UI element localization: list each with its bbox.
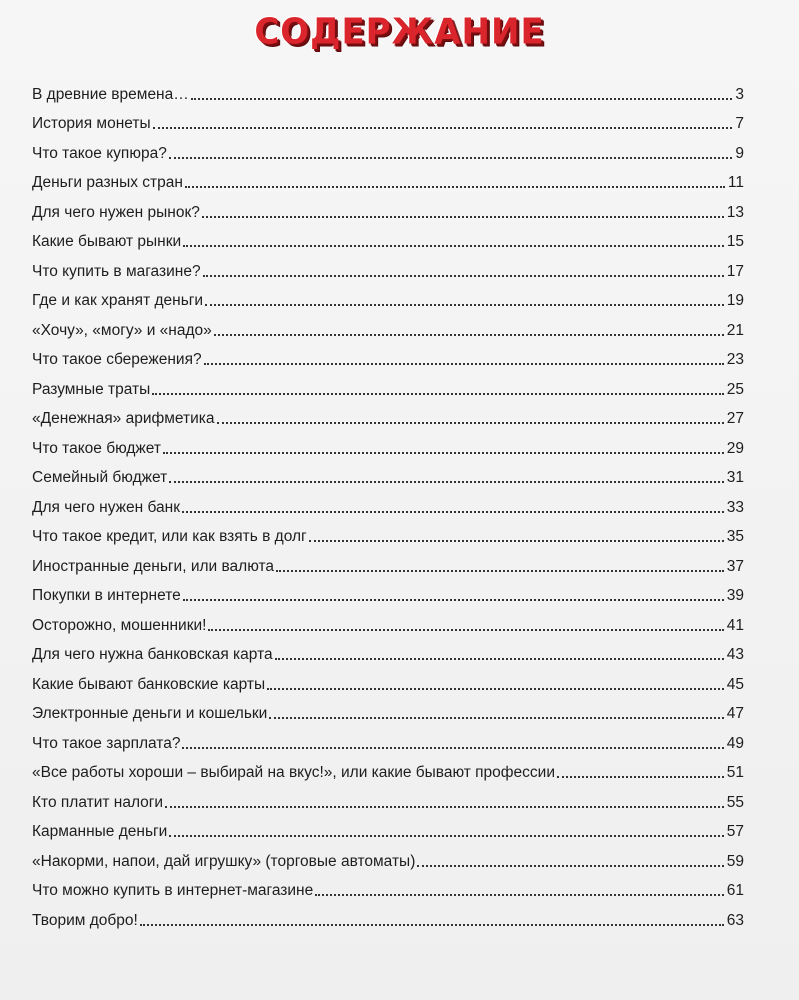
toc-entry[interactable] [32,517,744,547]
toc-entry-title: «Денежная» арифметика [32,410,215,427]
toc-entry-title: «Все работы хороши – выбирай на вкус!», или какие бывают профессии [32,764,555,781]
dot-leader [203,275,724,277]
toc-entry-page-number: 19 [726,292,744,309]
toc-entry[interactable] [32,841,744,871]
toc-entry-page-number: 49 [726,734,744,752]
toc-entry-title: Где и как хранят деньги [32,292,204,309]
dot-leader [191,98,733,100]
toc-entry[interactable] [32,222,744,252]
toc-entry[interactable] [32,192,744,222]
toc-entry[interactable] [32,310,744,340]
toc-entry-page-number: 13 [726,203,744,221]
toc-entry-page-number: 57 [726,823,744,840]
toc-entry[interactable] [32,133,744,163]
toc-entry-title: Для чего нужен банк [32,498,180,516]
toc-entry-title: Какие бывают банковские карты [32,675,266,693]
toc-entry-page-number: 3 [735,85,744,103]
table-of-contents [32,74,744,930]
dot-leader [276,570,724,572]
toc-entry-title: Творим добро! [32,911,138,929]
dot-leader [204,363,724,365]
dot-leader [183,599,724,601]
toc-entry-page-number: 43 [726,646,744,663]
toc-entry[interactable] [32,340,744,370]
toc-entry[interactable] [32,104,744,134]
toc-entry-title: Что купить в магазине? [32,262,201,280]
toc-entry[interactable] [32,74,744,104]
dot-leader [417,865,723,867]
dot-leader [183,245,724,247]
toc-entry-page-number: 21 [726,321,744,339]
toc-entry-page-number: 51 [726,764,744,781]
toc-entry-title: Семейный бюджет [32,469,168,486]
toc-entry-page-number: 11 [727,174,744,191]
dot-leader [309,540,724,542]
dot-leader [315,894,724,896]
dot-leader [202,216,724,218]
dot-leader [275,658,724,660]
toc-entry-page-number: 39 [726,587,744,604]
toc-entry-title: Что такое зарплата? [32,734,181,752]
toc-entry-page-number: 27 [726,410,744,427]
toc-entry[interactable] [32,694,744,724]
dot-leader [163,452,724,454]
dot-leader [205,304,724,306]
toc-entry-title: «Накорми, напои, дай игрушку» (торговые автоматы) [32,852,416,870]
toc-entry-page-number: 45 [726,675,744,693]
toc-entry-page-number: 35 [726,528,744,545]
toc-entry-page-number: 31 [726,469,744,486]
toc-entry[interactable] [32,871,744,901]
toc-entry[interactable] [32,635,744,665]
toc-entry-page-number: 29 [726,439,744,457]
toc-entry-page-number: 47 [726,705,744,722]
toc-entry-title: Что такое кредит, или как взять в долг [32,528,307,545]
dot-leader [214,334,724,336]
toc-entry[interactable] [32,576,744,606]
dot-leader [165,806,724,808]
toc-entry-title: Осторожно, мошенники! [32,616,207,634]
toc-entry-title: Разумные траты [32,380,151,398]
dot-leader [208,629,723,631]
dot-leader [169,835,723,837]
toc-entry-title: Деньги разных стран [32,174,183,191]
toc-entry[interactable] [32,487,744,517]
toc-entry[interactable] [32,251,744,281]
toc-entry-page-number: 7 [735,115,744,132]
toc-entry-title: Для чего нужен рынок? [32,203,200,221]
toc-entry-title: «Хочу», «могу» и «надо» [32,321,212,339]
toc-entry-title: Карманные деньги [32,823,168,840]
toc-entry-page-number: 25 [726,380,744,398]
toc-entry[interactable] [32,900,744,930]
toc-entry[interactable] [32,546,744,576]
dot-leader [169,157,733,159]
toc-entry-page-number: 33 [726,498,744,516]
dot-leader [185,186,725,188]
dot-leader [557,776,724,778]
toc-entry[interactable] [32,399,744,429]
dot-leader [140,924,724,926]
toc-entry[interactable] [32,605,744,635]
toc-entry[interactable] [32,369,744,399]
toc-entry-title: Что такое бюджет [32,439,162,457]
toc-entry-page-number: 41 [726,616,744,634]
toc-entry[interactable] [32,664,744,694]
toc-entry[interactable] [32,782,744,812]
dot-leader [169,481,724,483]
toc-entry-title: История монеты [32,115,151,132]
toc-entry-page-number: 37 [726,557,744,575]
toc-entry-title: Что можно купить в интернет-магазине [32,882,314,899]
dot-leader [182,747,723,749]
toc-entry[interactable] [32,812,744,842]
toc-entry[interactable] [32,281,744,311]
toc-entry-title: Покупки в интернете [32,587,181,604]
toc-entry-title: Электронные деньги и кошельки [32,705,268,722]
dot-leader [267,688,724,690]
toc-entry[interactable] [32,458,744,488]
toc-entry-page-number: 59 [726,852,744,870]
dot-leader [217,422,724,424]
toc-entry[interactable] [32,163,744,193]
toc-entry-page-number: 63 [726,911,744,929]
dot-leader [182,511,724,513]
toc-entry-page-number: 9 [735,144,744,162]
dot-leader [269,717,723,719]
toc-entry-page-number: 17 [726,262,744,280]
toc-entry-title: Какие бывают рынки [32,233,182,250]
toc-entry[interactable] [32,753,744,783]
toc-entry-title: Кто платит налоги [32,793,164,811]
dot-leader [152,393,723,395]
toc-entry-page-number: 15 [726,233,744,250]
toc-entry-title: В древние времена… [32,85,189,103]
toc-entry-page-number: 61 [726,882,744,899]
toc-entry[interactable] [32,723,744,753]
page-title: СОДЕРЖАНИЕ [254,11,545,53]
toc-entry-title: Что такое сбережения? [32,351,202,368]
toc-entry-title: Для чего нужна банковская карта [32,646,273,663]
toc-entry-title: Что такое купюра? [32,144,167,162]
toc-entry[interactable] [32,428,744,458]
toc-entry-page-number: 23 [726,351,744,368]
title-container [0,12,799,52]
toc-entry-title: Иностранные деньги, или валюта [32,557,275,575]
dot-leader [153,127,733,129]
toc-entry-page-number: 55 [726,793,744,811]
